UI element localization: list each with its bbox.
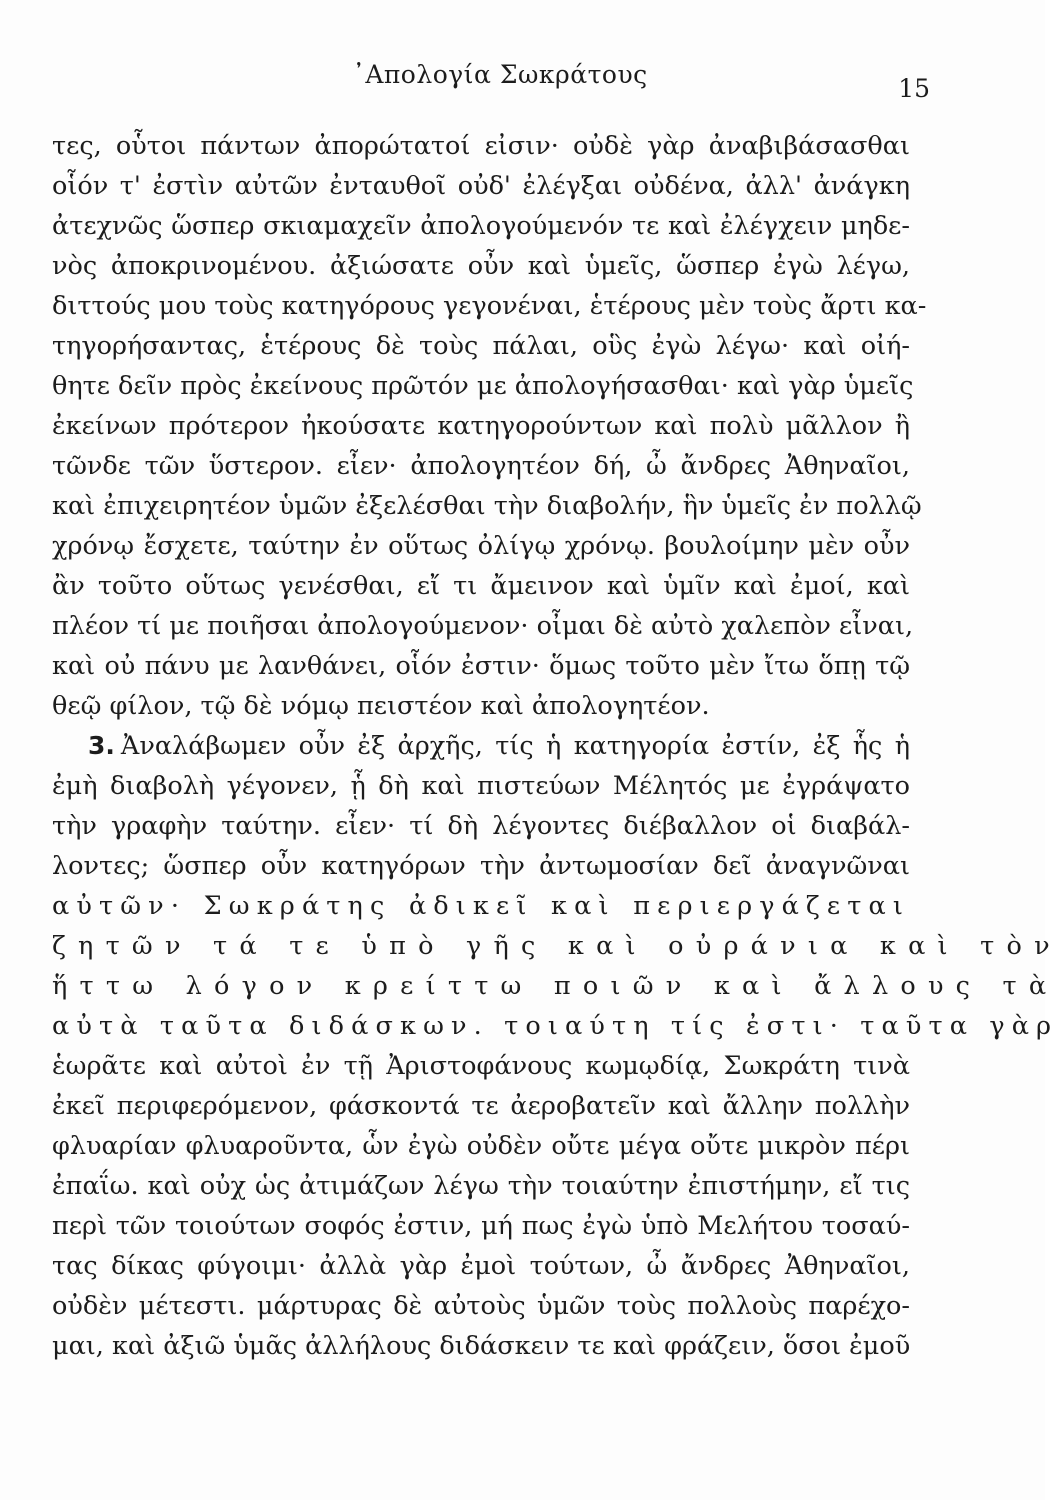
text-line: ἐκείνων πρότερον ἠκούσατε κατηγορούντων καὶ πολὺ μᾶλλον ἢ (52, 411, 910, 441)
indictment-line: αὐτὰ ταῦτα διδάσκων. τοιαύτη τίς ἐστι· ταῦτα γὰρ (52, 1011, 1059, 1041)
text-line: οἷόν τ' ἐστὶν αὐτῶν ἐνταυθοῖ οὐδ' ἐλέγξαι οὐδένα, ἀλλ' ἀνάγκη (52, 171, 910, 201)
text-line: τὴν γραφὴν ταύτην. εἶεν· τί δὴ λέγοντες διέβαλλον οἱ διαβάλ- (52, 811, 910, 841)
text-line: ἐμὴ διαβολὴ γέγονεν, ᾗ δὴ καὶ πιστεύων Μέλητός με ἐγράψατο (52, 771, 910, 801)
text-line: τες, οὗτοι πάντων ἀπορώτατοί εἰσιν· οὐδὲ γὰρ ἀναβιβάσασθαι (52, 131, 910, 161)
indictment-line: ἥττω λόγον κρείττω ποιῶν καὶ ἄλλους τὰ (52, 971, 1059, 1001)
text-line: μαι, καὶ ἀξιῶ ὑμᾶς ἀλλήλους διδάσκειν τε καὶ φράζειν, ὅσοι ἐμοῦ (52, 1331, 911, 1361)
text-line: οὐδὲν μέτεστι. μάρτυρας δὲ αὐτοὺς ὑμῶν τοὺς πολλοὺς παρέχο- (52, 1291, 910, 1321)
section-first-line-text: Ἀναλάβωμεν οὖν ἐξ ἀρχῆς, τίς ἡ κατηγορία ἐστίν, ἐξ ἧς ἡ (120, 731, 910, 761)
text-line: χρόνῳ ἔσχετε, ταύτην ἐν οὕτως ὀλίγῳ χρόνῳ. βουλοίμην μὲν οὖν (52, 531, 910, 561)
indictment-line: αὐτῶν· Σωκράτης ἀδικεῖ καὶ περιεργάζεται (52, 891, 910, 921)
running-head (0, 60, 1045, 103)
text-line: διττούς μου τοὺς κατηγόρους γεγονέναι, ἑτέρους μὲν τοὺς ἄρτι κα- (52, 291, 927, 321)
text-line: τας δίκας φύγοιμι· ἀλλὰ γὰρ ἐμοὶ τούτων, ὦ ἄνδρες Ἀθηναῖοι, (52, 1251, 910, 1281)
text-line: θεῷ φίλον, τῷ δὲ νόμῳ πειστέον καὶ ἀπολογητέον. (52, 691, 710, 721)
text-line: θητε δεῖν πρὸς ἐκείνους πρῶτόν με ἀπολογήσασθαι· καὶ γὰρ ὑμεῖς (52, 371, 914, 401)
section-first-line (52, 726, 910, 766)
text-line: ἂν τοῦτο οὕτως γενέσθαι, εἴ τι ἄμεινον καὶ ὑμῖν καὶ ἐμοί, καὶ (52, 571, 910, 601)
running-title: ᾿Απολογία Σωκράτους (352, 60, 648, 89)
indictment-line: ζητῶν τά τε ὑπὸ γῆς καὶ οὐράνια καὶ τὸν (52, 931, 1062, 961)
text-line: ἐκεῖ περιφερόμενον, φάσκοντά τε ἀεροβατεῖν καὶ ἄλλην πολλὴν (52, 1091, 910, 1121)
page-number: 15 (898, 74, 930, 103)
text-line: τηγορήσαντας, ἑτέρους δὲ τοὺς πάλαι, οὓς ἐγὼ λέγω· καὶ οἰή- (52, 331, 910, 361)
text-line: ἑωρᾶτε καὶ αὐτοὶ ἐν τῇ Ἀριστοφάνους κωμῳδίᾳ, Σωκράτη τινὰ (52, 1051, 910, 1081)
text-line: τῶνδε τῶν ὕστερον. εἶεν· ἀπολογητέον δή, ὦ ἄνδρες Ἀθηναῖοι, (52, 451, 910, 481)
text-line: φλυαρίαν φλυαροῦντα, ὧν ἐγὼ οὐδὲν οὔτε μέγα οὔτε μικρὸν πέρι (52, 1131, 910, 1161)
text-line: ἀτεχνῶς ὥσπερ σκιαμαχεῖν ἀπολογούμενόν τε καὶ ἐλέγχειν μηδε- (52, 211, 910, 241)
text-body (52, 126, 1062, 1366)
text-line: περὶ τῶν τοιούτων σοφός ἐστιν, μή πως ἐγὼ ὑπὸ Μελήτου τοσαύ- (52, 1211, 910, 1241)
text-line: νὸς ἀποκρινομένου. ἀξιώσατε οὖν καὶ ὑμεῖς, ὥσπερ ἐγὼ λέγω, (52, 251, 910, 281)
section-number: 3. (88, 731, 115, 760)
text-line: καὶ οὐ πάνυ με λανθάνει, οἷόν ἐστιν· ὅμως τοῦτο μὲν ἴτω ὅπῃ τῷ (52, 651, 910, 681)
text-line: πλέον τί με ποιῆσαι ἀπολογούμενον· οἶμαι δὲ αὐτὸ χαλεπὸν εἶναι, (52, 611, 914, 641)
text-line: ἐπαΐω. καὶ οὐχ ὡς ἀτιμάζων λέγω τὴν τοιαύτην ἐπιστήμην, εἴ τις (52, 1171, 910, 1201)
text-line: λοντες; ὥσπερ οὖν κατηγόρων τὴν ἀντωμοσίαν δεῖ ἀναγνῶναι (52, 851, 910, 881)
text-line: καὶ ἐπιχειρητέον ὑμῶν ἐξελέσθαι τὴν διαβολήν, ἣν ὑμεῖς ἐν πολλῷ (52, 491, 922, 521)
